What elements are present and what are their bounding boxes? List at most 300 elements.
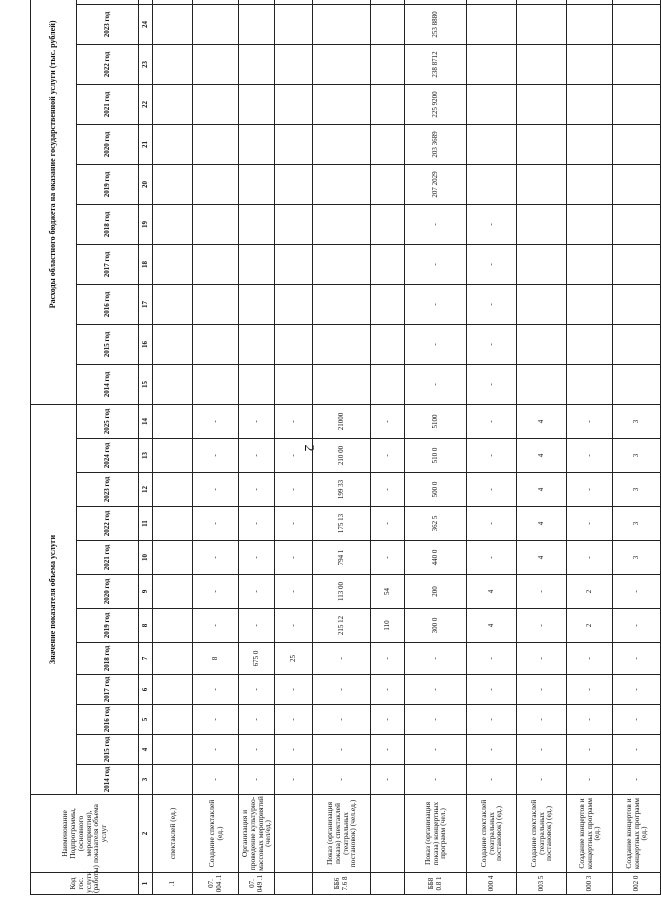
expense-value-cell xyxy=(275,324,313,364)
expense-value-cell xyxy=(313,84,371,124)
service-code-cell: 002 0 xyxy=(613,873,661,895)
expense-value-cell xyxy=(153,244,193,284)
service-code-cell: .1 xyxy=(153,873,193,895)
volume-value-cell: - xyxy=(567,541,613,575)
header-name: Наименование Подпрограммы, (основного мероприятия), показателя объема услуг xyxy=(31,795,139,873)
header-code: Код гос. услуги (работы) xyxy=(31,873,139,895)
expense-value-cell: 253 8880 xyxy=(405,4,467,44)
service-name-cell: Создание спектаклей (театральных постановок) (ед.) xyxy=(467,795,517,873)
expense-value-cell xyxy=(517,324,567,364)
expense-year: 2022 год xyxy=(77,44,139,84)
volume-value-cell xyxy=(153,765,193,795)
volume-value-cell: 8 xyxy=(193,643,239,675)
expense-value-cell xyxy=(467,164,517,204)
expense-year: 2020 год xyxy=(77,124,139,164)
expense-value-cell xyxy=(193,0,239,4)
expense-value-cell: - xyxy=(467,284,517,324)
volume-value-cell: - xyxy=(275,735,313,765)
volume-value-cell: 300 0 xyxy=(405,609,467,643)
table-row xyxy=(239,0,275,895)
expense-value-cell xyxy=(467,84,517,124)
volume-year: 2016 год xyxy=(77,705,139,735)
column-number: 6 xyxy=(139,675,153,705)
column-number: 12 xyxy=(139,473,153,507)
expense-value-cell xyxy=(153,164,193,204)
volume-value-cell: - xyxy=(193,541,239,575)
volume-value-cell: 4 xyxy=(517,541,567,575)
expense-value-cell xyxy=(567,364,613,404)
expense-value-cell xyxy=(239,84,275,124)
expense-year: 2017 год xyxy=(77,244,139,284)
service-name-cell: Создание спектаклей (театральных постановок) (ед.) xyxy=(517,795,567,873)
volume-value-cell: - xyxy=(371,541,405,575)
volume-value-cell: - xyxy=(275,575,313,609)
volume-value-cell: 675 0 xyxy=(239,643,275,675)
expense-value-cell xyxy=(517,44,567,84)
volume-value-cell: - xyxy=(193,507,239,541)
column-number: 4 xyxy=(139,735,153,765)
volume-year: 2018 год xyxy=(77,643,139,675)
expense-value-cell xyxy=(275,84,313,124)
table-row xyxy=(467,0,517,895)
column-number: 24 xyxy=(139,4,153,44)
table-row xyxy=(313,0,371,895)
volume-value-cell: 210 00 xyxy=(313,439,371,473)
expense-value-cell xyxy=(313,204,371,244)
expense-value-cell xyxy=(371,164,405,204)
expense-year: 2019 год xyxy=(77,164,139,204)
expense-value-cell xyxy=(239,44,275,84)
volume-value-cell: - xyxy=(567,643,613,675)
expense-year: 2021 год xyxy=(77,84,139,124)
column-number: 1 xyxy=(139,873,153,895)
expense-value-cell: 238 8712 xyxy=(405,44,467,84)
expense-value-cell: - xyxy=(467,244,517,284)
expense-value-cell xyxy=(275,244,313,284)
volume-value-cell: - xyxy=(275,439,313,473)
column-number: 9 xyxy=(139,575,153,609)
column-number: 2 xyxy=(139,795,153,873)
volume-value-cell xyxy=(153,541,193,575)
expense-value-cell xyxy=(371,364,405,404)
volume-value-cell xyxy=(153,643,193,675)
service-name-cell: Создание концертов и концертных программ (ед.) xyxy=(613,795,661,873)
volume-value-cell xyxy=(153,705,193,735)
table-body xyxy=(139,0,661,895)
volume-value-cell: - xyxy=(193,473,239,507)
column-number xyxy=(139,0,153,4)
volume-value-cell xyxy=(153,609,193,643)
column-number: 14 xyxy=(139,404,153,438)
volume-value-cell: - xyxy=(517,675,567,705)
volume-value-cell: - xyxy=(567,473,613,507)
volume-value-cell: - xyxy=(313,705,371,735)
volume-value-cell: 440 0 xyxy=(405,541,467,575)
volume-value-cell: 200 xyxy=(405,575,467,609)
volume-year: 2022 год xyxy=(77,507,139,541)
volume-value-cell: - xyxy=(613,705,661,735)
expense-value-cell: - xyxy=(405,324,467,364)
volume-value-cell: 4 xyxy=(517,404,567,438)
volume-value-cell: - xyxy=(517,765,567,795)
volume-value-cell: 215 12 xyxy=(313,609,371,643)
volume-value-cell: - xyxy=(517,643,567,675)
volume-value-cell xyxy=(153,575,193,609)
column-number: 16 xyxy=(139,324,153,364)
volume-value-cell: - xyxy=(613,609,661,643)
service-code-cell: ББ6 7.6 8 xyxy=(313,873,371,895)
volume-year: 2025 год xyxy=(77,404,139,438)
table-row xyxy=(613,0,661,895)
volume-value-cell: - xyxy=(517,735,567,765)
volume-value-cell: - xyxy=(467,765,517,795)
volume-value-cell: 3 xyxy=(613,439,661,473)
page-number: 2 xyxy=(301,444,316,452)
expense-value-cell xyxy=(239,244,275,284)
column-number: 5 xyxy=(139,705,153,735)
volume-value-cell: - xyxy=(405,675,467,705)
expense-value-cell xyxy=(153,0,193,4)
table-row xyxy=(153,0,193,895)
expense-value-cell xyxy=(517,4,567,44)
volume-value-cell: - xyxy=(517,575,567,609)
expense-value-cell xyxy=(239,0,275,4)
volume-value-cell: - xyxy=(467,643,517,675)
header-volume-group: Значение показателя объема услуги xyxy=(31,404,77,794)
volume-year: 2023 год xyxy=(77,473,139,507)
expense-value-cell xyxy=(371,4,405,44)
volume-value-cell xyxy=(153,473,193,507)
service-name-cell: Создание спектаклей (ед.) xyxy=(193,795,239,873)
expense-value-cell: - xyxy=(405,364,467,404)
expense-value-cell xyxy=(275,284,313,324)
service-code-cell: 000 3 xyxy=(567,873,613,895)
volume-year: 2019 год xyxy=(77,609,139,643)
column-number: 18 xyxy=(139,244,153,284)
expense-value-cell xyxy=(371,0,405,4)
volume-value-cell: - xyxy=(193,439,239,473)
expense-value-cell xyxy=(193,44,239,84)
expense-value-cell xyxy=(313,284,371,324)
expense-value-cell xyxy=(193,204,239,244)
volume-value-cell: - xyxy=(193,765,239,795)
volume-value-cell: - xyxy=(467,735,517,765)
year-header-row xyxy=(77,0,139,895)
expense-value-cell xyxy=(371,244,405,284)
expense-value-cell xyxy=(371,284,405,324)
volume-value-cell: - xyxy=(193,404,239,438)
service-name-cell: Организация и проведение культурно-массовых мероприятий (чел/ед.) xyxy=(239,795,275,873)
expense-value-cell xyxy=(613,324,661,364)
expense-year: 2023 год xyxy=(77,4,139,44)
expense-value-cell xyxy=(193,164,239,204)
volume-value-cell: - xyxy=(239,439,275,473)
expense-value-cell xyxy=(239,284,275,324)
volume-value-cell: - xyxy=(613,735,661,765)
expense-value-cell xyxy=(517,204,567,244)
volume-value-cell: - xyxy=(239,705,275,735)
column-number: 21 xyxy=(139,124,153,164)
service-code-cell: 07. 049 .1 xyxy=(239,873,275,895)
expense-value-cell: - xyxy=(405,244,467,284)
expense-value-cell xyxy=(275,44,313,84)
expense-value-cell xyxy=(313,324,371,364)
expense-value-cell: 203 3689 xyxy=(405,124,467,164)
volume-value-cell: 54 xyxy=(371,575,405,609)
volume-value-cell: - xyxy=(313,675,371,705)
volume-value-cell: - xyxy=(275,765,313,795)
expense-value-cell xyxy=(613,364,661,404)
volume-value-cell: - xyxy=(193,609,239,643)
expense-value-cell: - xyxy=(405,284,467,324)
expense-value-cell xyxy=(613,0,661,4)
expense-value-cell xyxy=(567,204,613,244)
volume-value-cell: - xyxy=(371,404,405,438)
volume-value-cell: 4 xyxy=(517,473,567,507)
expense-value-cell: - xyxy=(405,204,467,244)
volume-value-cell xyxy=(153,507,193,541)
volume-value-cell: - xyxy=(467,473,517,507)
expense-value-cell xyxy=(153,84,193,124)
expense-value-cell xyxy=(371,324,405,364)
volume-value-cell: - xyxy=(405,735,467,765)
expense-value-cell xyxy=(153,364,193,404)
expense-value-cell: - xyxy=(467,204,517,244)
volume-value-cell: - xyxy=(567,765,613,795)
volume-value-cell: - xyxy=(405,705,467,735)
expense-value-cell xyxy=(313,124,371,164)
expense-value-cell xyxy=(371,124,405,164)
volume-value-cell: 4 xyxy=(467,609,517,643)
service-name-cell: Показ (организация показа) спектаклей (театральных постановок) (чел.ед.) xyxy=(313,795,371,873)
volume-value-cell xyxy=(153,439,193,473)
expense-value-cell xyxy=(517,84,567,124)
volume-year: 2021 год xyxy=(77,541,139,575)
volume-value-cell: - xyxy=(371,643,405,675)
expense-value-cell xyxy=(567,284,613,324)
service-name-cell xyxy=(275,795,313,873)
volume-value-cell: - xyxy=(613,575,661,609)
table-row xyxy=(567,0,613,895)
expense-value-cell xyxy=(193,84,239,124)
expense-value-cell xyxy=(613,204,661,244)
expense-value-cell xyxy=(313,164,371,204)
volume-value-cell: - xyxy=(613,765,661,795)
volume-value-cell: - xyxy=(371,473,405,507)
expense-value-cell: - xyxy=(467,324,517,364)
table-row xyxy=(275,0,313,895)
volume-value-cell xyxy=(153,675,193,705)
column-number-row xyxy=(139,0,153,895)
expense-value-cell xyxy=(517,0,567,4)
volume-value-cell: 25 xyxy=(275,643,313,675)
expense-value-cell xyxy=(567,84,613,124)
volume-value-cell xyxy=(153,404,193,438)
expense-value-cell xyxy=(275,204,313,244)
volume-value-cell: - xyxy=(313,643,371,675)
column-number: 8 xyxy=(139,609,153,643)
volume-value-cell: 3 xyxy=(613,541,661,575)
volume-value-cell: - xyxy=(567,439,613,473)
volume-value-cell: - xyxy=(313,765,371,795)
volume-value-cell: - xyxy=(239,404,275,438)
volume-value-cell: 4 xyxy=(517,507,567,541)
expense-value-cell xyxy=(313,244,371,284)
expense-value-cell xyxy=(193,284,239,324)
expense-value-cell: 207 2029 xyxy=(405,164,467,204)
expense-year: 2018 год xyxy=(77,204,139,244)
expense-value-cell xyxy=(467,124,517,164)
volume-value-cell: - xyxy=(193,575,239,609)
expense-value-cell xyxy=(193,244,239,284)
volume-value-cell: 21000 xyxy=(313,404,371,438)
volume-value-cell: - xyxy=(467,404,517,438)
volume-value-cell: 500 0 xyxy=(405,473,467,507)
expense-value-cell xyxy=(275,4,313,44)
volume-value-cell: - xyxy=(275,404,313,438)
volume-value-cell: - xyxy=(239,609,275,643)
volume-value-cell: 4 xyxy=(467,575,517,609)
volume-value-cell: - xyxy=(371,735,405,765)
volume-value-cell: - xyxy=(275,541,313,575)
table-row xyxy=(371,0,405,895)
volume-year: 2020 год xyxy=(77,575,139,609)
volume-value-cell: - xyxy=(371,765,405,795)
expense-value-cell xyxy=(467,4,517,44)
service-name-cell: спектаклей (ед.) xyxy=(153,795,193,873)
expense-year: 2015 год xyxy=(77,324,139,364)
table-row xyxy=(405,0,467,895)
volume-value-cell: 362 5 xyxy=(405,507,467,541)
volume-value-cell: - xyxy=(371,705,405,735)
volume-value-cell: - xyxy=(517,705,567,735)
expense-value-cell xyxy=(613,244,661,284)
volume-value-cell: - xyxy=(275,609,313,643)
expense-value-cell xyxy=(567,244,613,284)
expense-value-cell xyxy=(567,4,613,44)
expense-value-cell xyxy=(517,364,567,404)
expense-value-cell xyxy=(153,124,193,164)
expense-value-cell xyxy=(239,204,275,244)
volume-value-cell: - xyxy=(517,609,567,643)
volume-value-cell: - xyxy=(467,439,517,473)
volume-value-cell: - xyxy=(467,675,517,705)
expense-value-cell xyxy=(613,4,661,44)
expense-value-cell xyxy=(153,284,193,324)
volume-value-cell: - xyxy=(193,705,239,735)
expense-value-cell xyxy=(239,164,275,204)
expense-value-cell xyxy=(153,324,193,364)
volume-value-cell: - xyxy=(275,675,313,705)
volume-value-cell: 113 00 xyxy=(313,575,371,609)
expense-value-cell xyxy=(239,124,275,164)
volume-value-cell: - xyxy=(467,507,517,541)
volume-value-cell: 794 1 xyxy=(313,541,371,575)
expense-value-cell xyxy=(517,124,567,164)
column-number: 10 xyxy=(139,541,153,575)
expense-value-cell xyxy=(613,44,661,84)
expense-value-cell xyxy=(313,0,371,4)
volume-value-cell: - xyxy=(467,705,517,735)
column-number: 20 xyxy=(139,164,153,204)
volume-value-cell: - xyxy=(371,439,405,473)
expense-value-cell xyxy=(405,0,467,4)
expense-value-cell xyxy=(193,324,239,364)
expense-value-cell xyxy=(567,164,613,204)
expense-year: 2016 год xyxy=(77,284,139,324)
column-number: 15 xyxy=(139,364,153,404)
service-code-cell: 003 5 xyxy=(517,873,567,895)
volume-value-cell: - xyxy=(567,675,613,705)
table-row xyxy=(193,0,239,895)
expense-value-cell xyxy=(613,124,661,164)
volume-value-cell: - xyxy=(405,765,467,795)
services-table xyxy=(30,0,661,895)
column-number: 19 xyxy=(139,204,153,244)
expense-value-cell: - xyxy=(467,364,517,404)
column-number: 7 xyxy=(139,643,153,675)
expense-value-cell xyxy=(193,4,239,44)
volume-value-cell: - xyxy=(567,705,613,735)
column-number: 23 xyxy=(139,44,153,84)
expense-value-cell xyxy=(517,284,567,324)
volume-value-cell: - xyxy=(239,675,275,705)
expense-value-cell xyxy=(275,164,313,204)
expense-value-cell xyxy=(371,204,405,244)
column-number: 22 xyxy=(139,84,153,124)
volume-value-cell: 2 xyxy=(567,609,613,643)
service-code-cell: 07. 004 .1 xyxy=(193,873,239,895)
expense-value-cell xyxy=(313,4,371,44)
expense-value-cell xyxy=(567,324,613,364)
volume-value-cell: 2 xyxy=(567,575,613,609)
volume-value-cell: - xyxy=(613,675,661,705)
expense-value-cell xyxy=(153,44,193,84)
expense-value-cell xyxy=(567,0,613,4)
volume-value-cell: - xyxy=(405,643,467,675)
expense-value-cell xyxy=(193,124,239,164)
service-code-cell xyxy=(371,873,405,895)
column-number: 13 xyxy=(139,439,153,473)
column-number: 3 xyxy=(139,765,153,795)
header-expense-group: Расходы областного бюджета на оказание государственной услуги (тыс. рублей) xyxy=(31,0,77,404)
service-code-cell: ББ8 0.8 1 xyxy=(405,873,467,895)
expense-value-cell xyxy=(153,204,193,244)
column-number: 17 xyxy=(139,284,153,324)
volume-value-cell: 4 xyxy=(517,439,567,473)
volume-value-cell: - xyxy=(613,643,661,675)
service-name-cell xyxy=(371,795,405,873)
volume-value-cell: - xyxy=(567,404,613,438)
volume-value-cell: 3 xyxy=(613,473,661,507)
expense-value-cell xyxy=(275,124,313,164)
volume-value-cell: - xyxy=(371,507,405,541)
volume-year: 2024 год xyxy=(77,439,139,473)
volume-value-cell: - xyxy=(239,575,275,609)
expense-year: 2014 год xyxy=(77,364,139,404)
expense-value-cell xyxy=(567,124,613,164)
volume-value-cell: 3 xyxy=(613,507,661,541)
volume-value-cell: - xyxy=(275,705,313,735)
volume-value-cell: - xyxy=(239,541,275,575)
expense-value-cell xyxy=(313,44,371,84)
volume-value-cell: 5100 xyxy=(405,404,467,438)
expense-value-cell xyxy=(567,44,613,84)
expense-value-cell xyxy=(467,0,517,4)
table-row xyxy=(517,0,567,895)
volume-year: 2015 год xyxy=(77,735,139,765)
expense-value-cell xyxy=(613,164,661,204)
